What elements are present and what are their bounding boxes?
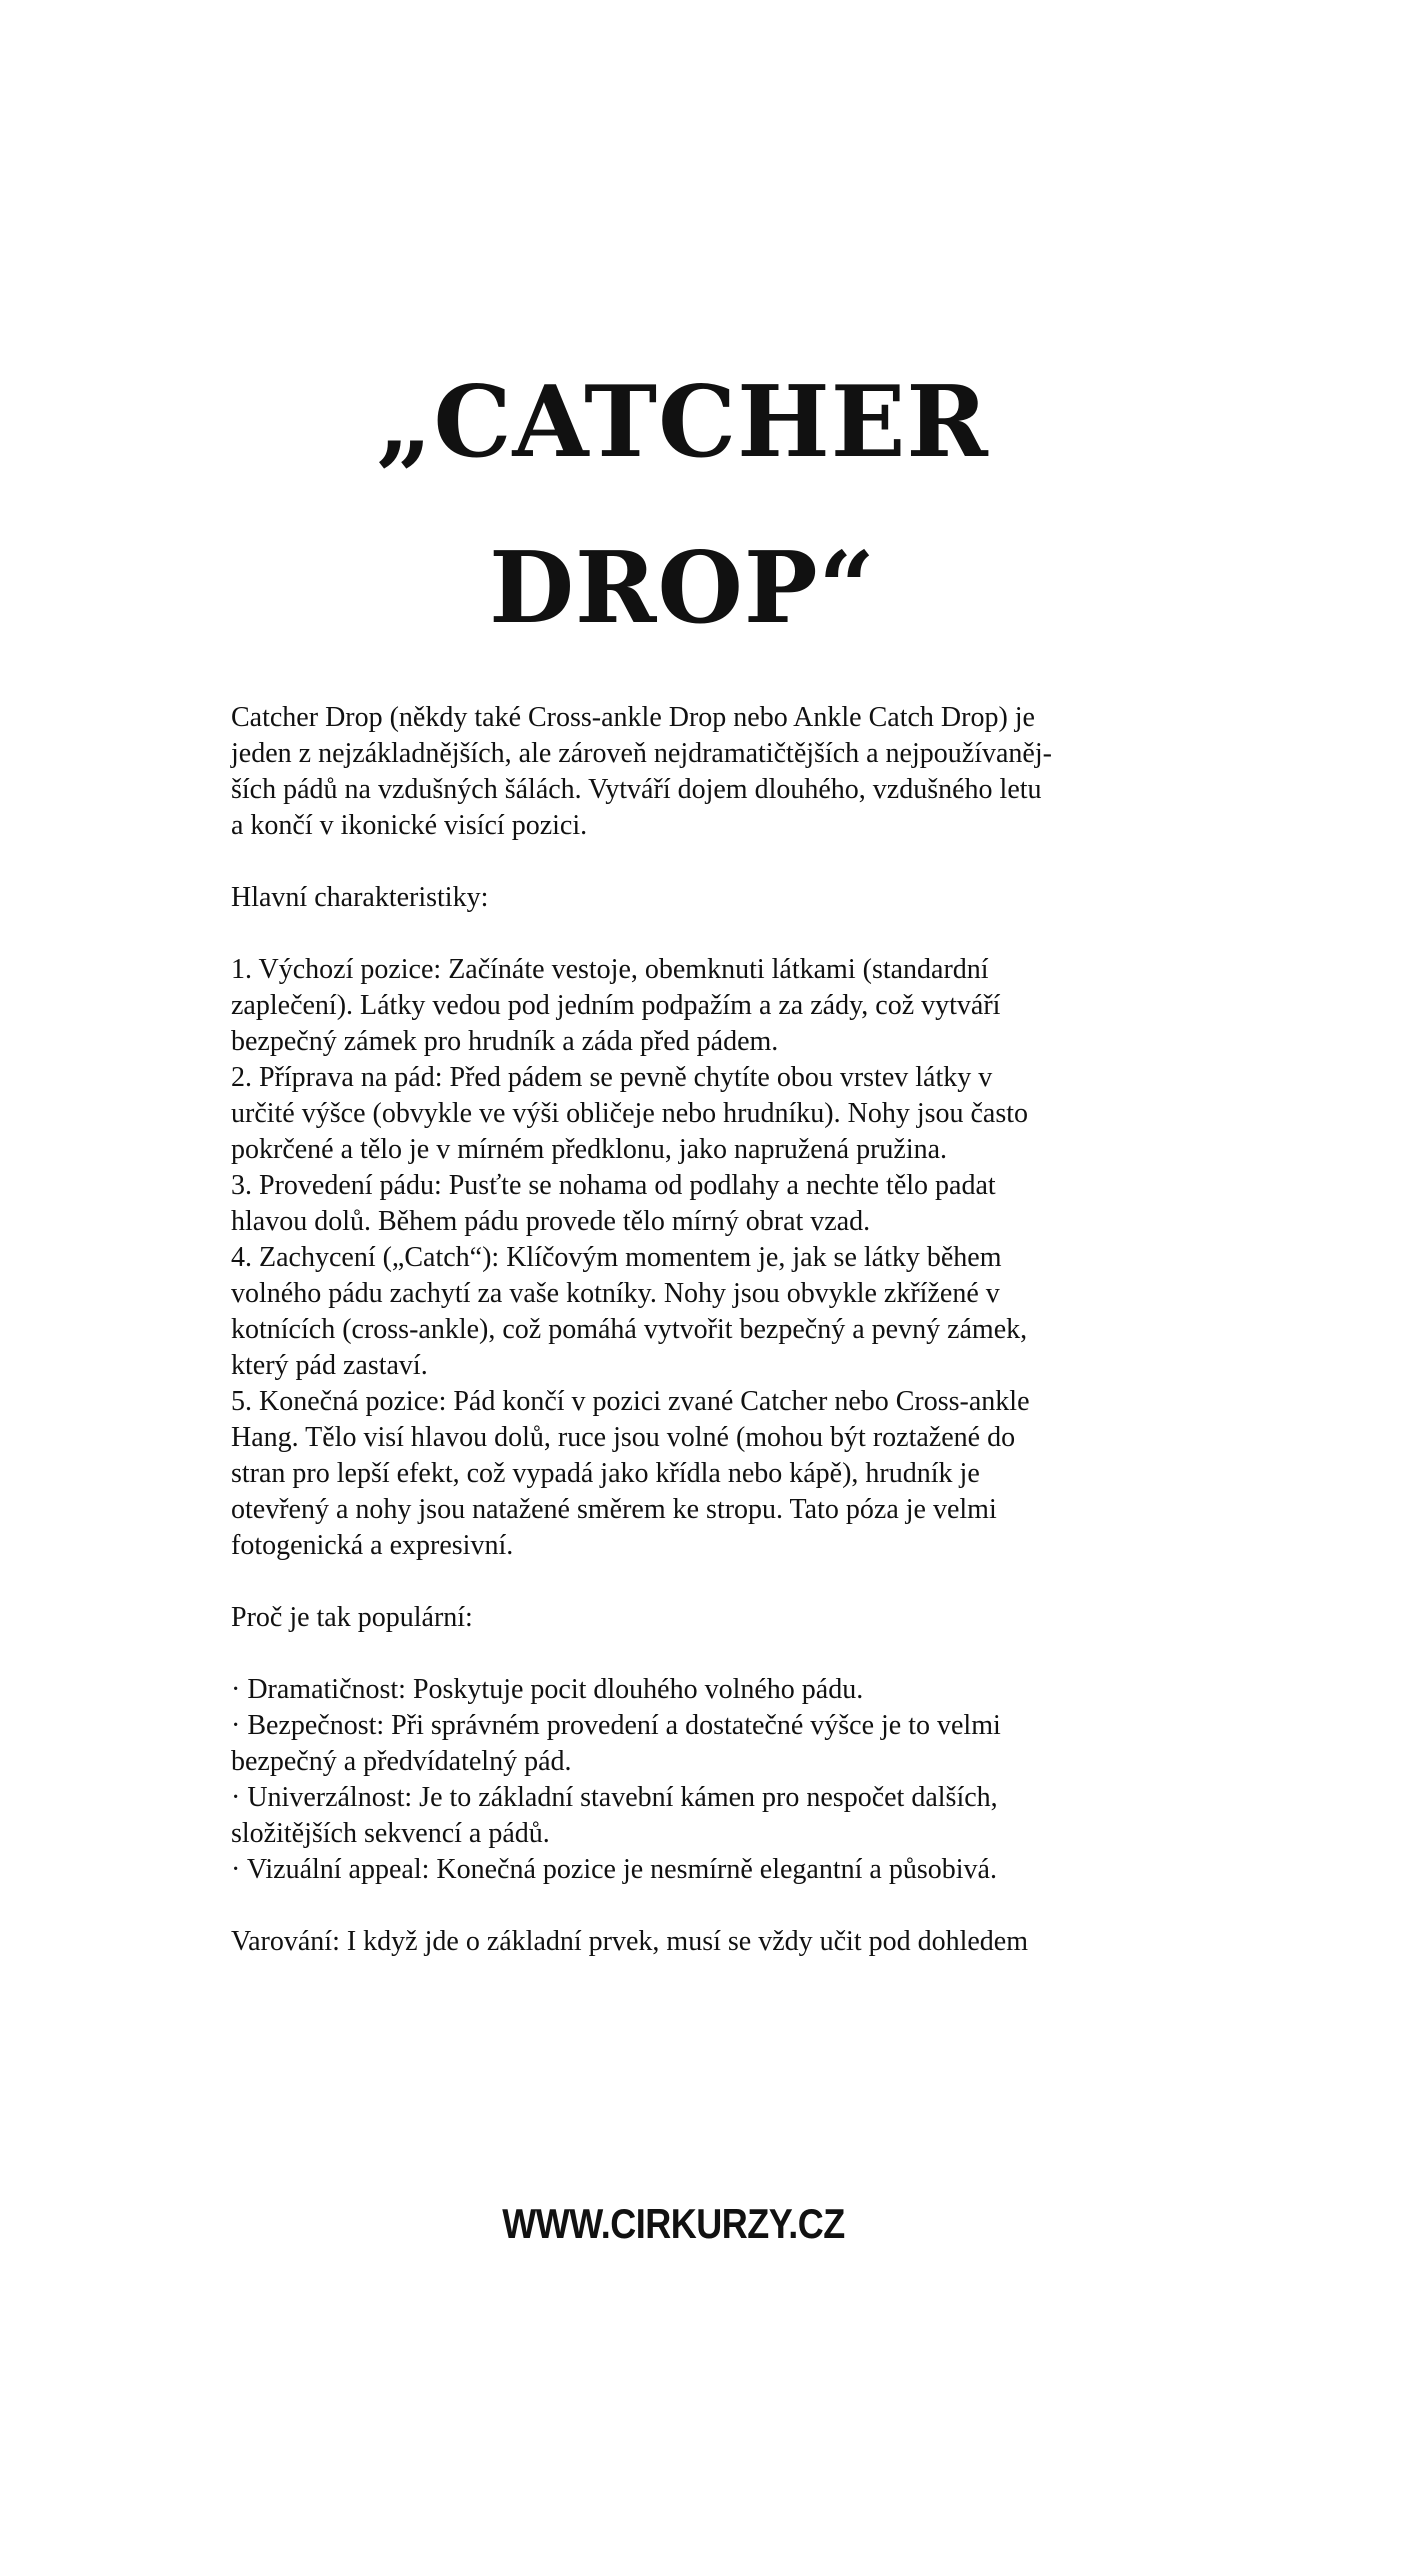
text-line: kotnících (cross-ankle), což pomáhá vytvořit bezpečný a pevný zámek, [231, 1314, 1028, 1345]
title-line-1: „CATCHER [376, 365, 989, 480]
text-line: složitějších sekvencí a pádů. [231, 1818, 550, 1849]
warning-text: Varování: I když jde o základní prvek, musí se vždy učit pod dohledem [231, 1926, 1029, 1957]
text-line: 4. Zachycení („Catch“): Klíčovým momentem je, jak se látky během [231, 1242, 1002, 1273]
article-body [231, 700, 1121, 1960]
characteristics-heading: Hlavní charakteristiky: [231, 882, 489, 913]
text-line: otevřený a nohy jsou natažené směrem ke stropu. Tato póza je velmi [231, 1494, 997, 1525]
text-line: · Univerzálnost: Je to základní stavební kámen pro nespočet dalších, [231, 1782, 998, 1813]
text-line: Catcher Drop (někdy také Cross-ankle Drop nebo Ankle Catch Drop) je [231, 702, 1035, 733]
page-title [0, 340, 1401, 672]
popularity-list [231, 1672, 1121, 1888]
text-line: jeden z nejzákladnějších, ale zároveň nejdramatičtějších a nejpoužívaněj- [231, 738, 1052, 769]
text-line: · Dramatičnost: Poskytuje pocit dlouhého volného pádu. [231, 1674, 864, 1705]
text-line: 5. Konečná pozice: Pád končí v pozici zvané Catcher nebo Cross-ankle [231, 1386, 1030, 1417]
intro-paragraph [231, 700, 1121, 844]
footer-website-url: WWW.CIRKURZY.CZ [502, 2199, 845, 2247]
popularity-heading: Proč je tak populární: [231, 1602, 473, 1633]
text-line: 1. Výchozí pozice: Začínáte vestoje, obemknuti látkami (standardní [231, 954, 989, 985]
text-line: volného pádu zachytí za vaše kotníky. Nohy jsou obvykle zkřížené v [231, 1278, 1000, 1309]
text-line: 2. Příprava na pád: Před pádem se pevně chytíte obou vrstev látky v [231, 1062, 993, 1093]
title-line-2: DROP“ [489, 531, 876, 646]
characteristics-list [231, 952, 1121, 1564]
text-line: pokrčené a tělo je v mírném předklonu, jako napružená pružina. [231, 1134, 948, 1165]
text-line: Hang. Tělo visí hlavou dolů, ruce jsou volné (mohou být roztažené do [231, 1422, 1016, 1453]
text-line: 3. Provedení pádu: Pusťte se nohama od podlahy a nechte tělo padat [231, 1170, 996, 1201]
text-line: hlavou dolů. Během pádu provede tělo mírný obrat vzad. [231, 1206, 871, 1237]
text-line: · Bezpečnost: Při správném provedení a dostatečné výšce je to velmi [231, 1710, 1001, 1741]
text-line: · Vizuální appeal: Konečná pozice je nesmírně elegantní a působivá. [231, 1854, 997, 1885]
text-line: určité výšce (obvykle ve výši obličeje nebo hrudníku). Nohy jsou často [231, 1098, 1029, 1129]
text-line: který pád zastaví. [231, 1350, 428, 1381]
text-line: zaplečení). Látky vedou pod jedním podpažím a za zády, což vytváří [231, 990, 1001, 1021]
text-line: fotogenická a expresivní. [231, 1530, 514, 1561]
text-line: stran pro lepší efekt, což vypadá jako křídla nebo kápě), hrudník je [231, 1458, 980, 1489]
text-line: a končí v ikonické visící pozici. [231, 810, 588, 841]
text-line: bezpečný a předvídatelný pád. [231, 1746, 572, 1777]
text-line: bezpečný zámek pro hrudník a záda před pádem. [231, 1026, 779, 1057]
text-line: ších pádů na vzdušných šálách. Vytváří dojem dlouhého, vzdušného letu [231, 774, 1042, 805]
